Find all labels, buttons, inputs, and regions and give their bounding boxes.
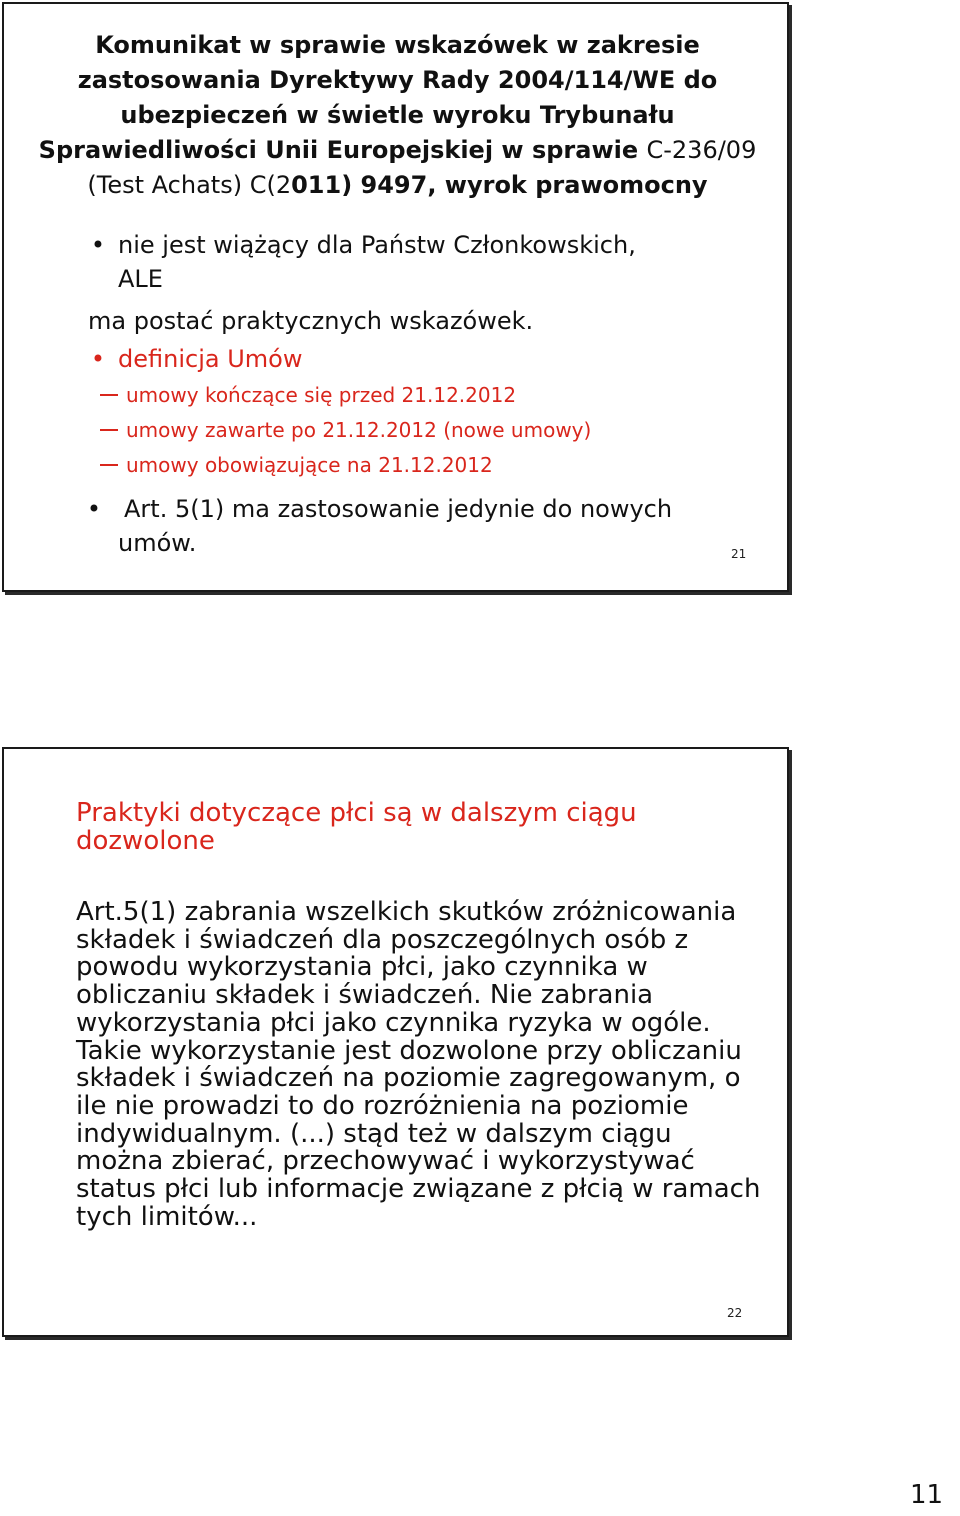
sub-item [126, 416, 591, 444]
sub-item-text: umowy zawarte po 21.12.2012 (nowe umowy) [126, 418, 592, 442]
bullet-icon: • [86, 495, 102, 523]
bullet-text-continued: umów. [118, 529, 197, 557]
page-number: 21 [731, 547, 747, 561]
dash-icon [100, 394, 118, 396]
page-number: 22 [727, 1306, 743, 1320]
sub-item [126, 381, 516, 409]
plain-line-text: ma postać praktycznych wskazówek. [88, 307, 534, 335]
title-case-name: (Test Achats) C(2 [87, 171, 292, 199]
slide-title: Praktyki dotyczące płci są w dalszym ciągu dozwolone [76, 798, 637, 856]
document-page-number: 11 [910, 1480, 944, 1510]
title-case-rest: 011) 9497, wyrok prawomocny [291, 171, 708, 199]
dash-icon [100, 464, 118, 466]
bullet-text: Art. 5(1) ma zastosowanie jedynie do nowych [124, 495, 673, 523]
dash-icon [100, 429, 118, 431]
sub-item-text: umowy obowiązujące na 21.12.2012 [126, 453, 493, 477]
bullet-text-continued: ALE [118, 265, 163, 293]
bullet-text: definicja Umów [118, 345, 303, 373]
sub-item [126, 451, 493, 479]
bullet-item [86, 492, 673, 560]
slide-22 [2, 747, 789, 1337]
plain-line [88, 304, 533, 338]
title-case-number: C-236/09 [646, 136, 757, 164]
slide-body-text: Art.5(1) zabrania wszelkich skutków zróżnicowania składek i świadczeń dla poszczególnych osób z powodu wykorzystania płci, jako czynnika w obliczaniu składek i świadczeń. Nie zabrania wykorzystania płci jako czynnika ryzyka w ogóle. Takie wykorzystanie jest dozwolone przy obliczaniu składek i świadczeń na poziomie zagregowanym, o ile nie prowadzi to do rozróżnienia na poziomie indywidualnym. (...) stąd też w dalszym ciągu można zbierać, przechowywać i wykorzystywać status płci lub informacje związane z płcią w ramach tych limitów... [76, 897, 761, 1232]
bullet-icon: • [90, 231, 106, 259]
title-bold-text: Komunikat w sprawie wskazówek w zakresie zastosowania Dyrektywy Rady 2004/114/WE do ubezpieczeń w świetle wyroku Trybunału Sprawiedliwości Unii Europejskiej w sprawie [38, 31, 718, 164]
bullet-icon: • [90, 345, 106, 373]
slide-title [24, 28, 771, 203]
bullet-item-red [90, 342, 303, 376]
bullet-item [90, 228, 636, 296]
slide-21 [2, 2, 789, 592]
bullet-text: nie jest wiążący dla Państw Członkowskich, [118, 231, 636, 259]
sub-item-text: umowy kończące się przed 21.12.2012 [126, 383, 517, 407]
